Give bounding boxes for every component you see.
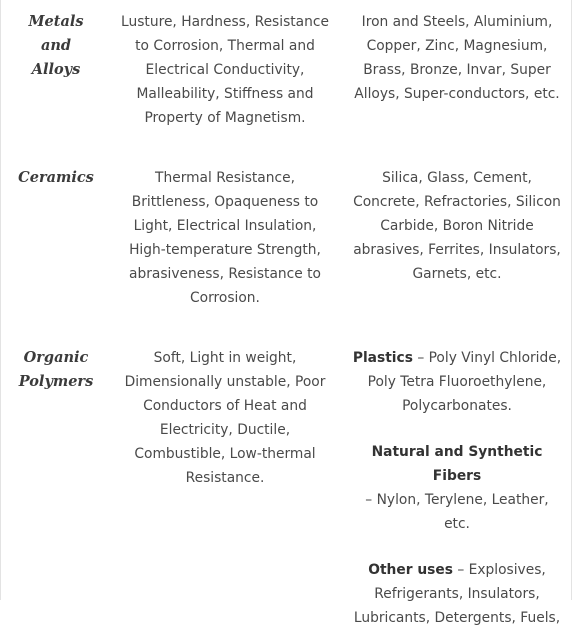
text-line: Lubricants, Detergents, Fuels, xyxy=(353,610,561,626)
text-line: Property of Magnetism. xyxy=(144,110,306,126)
properties-cell xyxy=(118,346,332,490)
examples-cell xyxy=(350,166,564,286)
category-line: and xyxy=(40,37,72,54)
text-line: Brittleness, Opaqueness to xyxy=(131,194,319,210)
text-line: Polycarbonates. xyxy=(402,398,512,414)
text-line: Garnets, etc. xyxy=(412,266,502,282)
text-line: – Explosives, xyxy=(452,562,546,578)
text-line: Electricity, Ductile, xyxy=(159,422,291,438)
text-line: Iron and Steels, Aluminium, xyxy=(361,14,553,30)
plastics-label: Plastics xyxy=(352,350,413,366)
category-cell-organic-polymers xyxy=(4,346,108,394)
fibers-block xyxy=(350,440,564,536)
text-line: Malleability, Stiffness and xyxy=(136,86,314,102)
text-line: Carbide, Boron Nitride xyxy=(380,218,534,234)
text-line: – Poly Vinyl Chloride, xyxy=(412,350,562,366)
text-line: Resistance. xyxy=(185,470,265,486)
other-uses-label: Other uses xyxy=(368,562,453,578)
text-line: abrasiveness, Resistance to xyxy=(129,266,321,282)
category-cell-metals xyxy=(4,10,108,82)
examples-cell xyxy=(350,346,564,630)
text-line: abrasives, Ferrites, Insulators, xyxy=(353,242,561,258)
category-cell-ceramics xyxy=(4,166,108,190)
properties-cell xyxy=(118,166,332,310)
text-line: Soft, Light in weight, xyxy=(153,350,297,366)
text-line: Alloys, Super-conductors, etc. xyxy=(354,86,560,102)
text-line: Poly Tetra Fluoroethylene, xyxy=(367,374,547,390)
fibers-label: Natural and Synthetic Fibers xyxy=(371,444,543,484)
text-line: to Corrosion, Thermal and xyxy=(135,38,315,54)
text-line: Electrical Conductivity, xyxy=(145,62,305,78)
text-line: High-temperature Strength, xyxy=(129,242,321,258)
text-line: Combustible, Low-thermal xyxy=(134,446,316,462)
category-line: Alloys xyxy=(31,61,81,78)
text-line: Silica, Glass, Cement, xyxy=(382,170,532,186)
category-line: Ceramics xyxy=(18,169,94,186)
plastics-block xyxy=(350,346,564,418)
text-line: etc. xyxy=(444,516,470,532)
text-line: Conductors of Heat and xyxy=(143,398,307,414)
text-line: Dimensionally unstable, Poor xyxy=(124,374,326,390)
text-line: Copper, Zinc, Magnesium, xyxy=(366,38,548,54)
category-line: Polymers xyxy=(18,373,94,390)
text-line: Refrigerants, Insulators, xyxy=(374,586,540,602)
text-line: Light, Electrical Insulation, xyxy=(133,218,317,234)
other-uses-block xyxy=(350,558,564,630)
examples-cell xyxy=(350,10,564,106)
category-line: Metals xyxy=(28,13,84,30)
text-line: Corrosion. xyxy=(190,290,260,306)
category-line: Organic xyxy=(23,349,89,366)
text-line: Thermal Resistance, xyxy=(155,170,295,186)
text-line: Lusture, Hardness, Resistance xyxy=(121,14,329,30)
text-line: Concrete, Refractories, Silicon xyxy=(353,194,561,210)
properties-cell xyxy=(118,10,332,130)
text-line: – Nylon, Terylene, Leather, xyxy=(365,492,549,508)
text-line: Brass, Bronze, Invar, Super xyxy=(363,62,551,78)
